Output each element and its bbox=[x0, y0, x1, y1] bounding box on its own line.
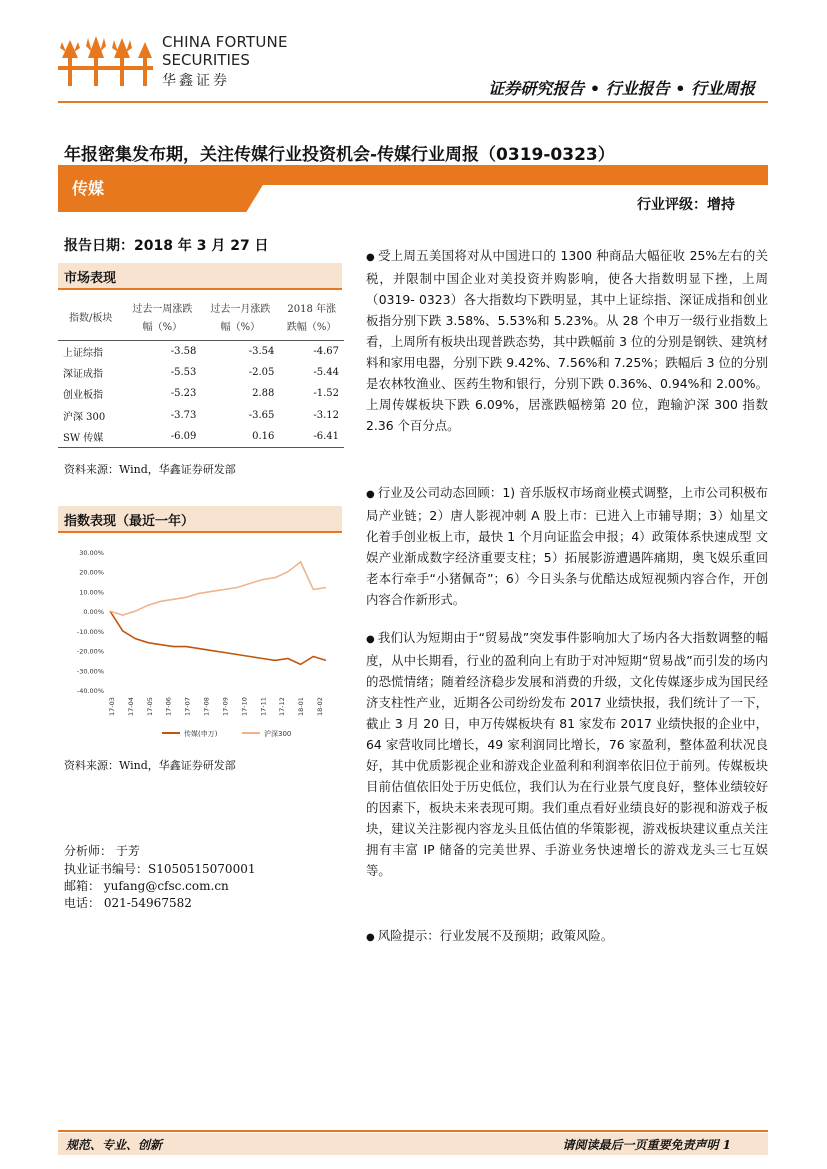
ytd-change: -6.41 bbox=[279, 426, 344, 448]
x-tick-label: 18-01 bbox=[297, 697, 306, 716]
paragraph-text: 受上周五美国将对从中国进口的 1300 种商品大幅征收 25%左右的关税，并限制中国企业对美投资并购影响，使各大指数明显下挫，上周（0319- 0323）各大指数均下跌明显，其中上证综指、深证成指和创业板指分别下跌 3.58%、5.53%和 5.23%。从 28 个申万一级行业指数上看，上周所有板块出现普跌态势，其中跌幅前 3 位的分别是钢铁、建筑材料和家用电器，分别下跌 9.42%、7.56%和 7.25%；跌幅后 3 位的分别是农林牧渔业、医药生物和银行，分别下跌 0.36%、0.94%和 2.00%。上周传媒板块下跌 6.09%，居涨跌幅榜第 20 位，跑输沪深 300 指数 2.36 个百分点。 bbox=[366, 248, 768, 433]
series-line-media bbox=[110, 611, 326, 664]
x-tick-label: 17-08 bbox=[202, 697, 211, 716]
header-divider bbox=[58, 101, 768, 103]
index-name: 上证综指 bbox=[63, 348, 103, 360]
legend-label: 传媒(申万) bbox=[184, 730, 218, 738]
footer-disclaimer: 请阅读最后一页重要免责声明 1 bbox=[562, 1138, 731, 1152]
report-type: 证券研究报告 • 行业报告 • 行业周报 bbox=[488, 79, 755, 98]
index-name: 深证成指 bbox=[63, 369, 103, 381]
analyst-email: 邮箱： yufang@cfsc.com.cn bbox=[64, 879, 229, 893]
table-header-row bbox=[58, 297, 344, 341]
y-tick-label: 0.00% bbox=[83, 608, 104, 617]
month-change: -3.54 bbox=[248, 346, 275, 358]
market-section-header bbox=[58, 263, 342, 290]
company-logo bbox=[58, 30, 153, 90]
bullet-icon: ● bbox=[366, 252, 376, 263]
ytd-change: -1.52 bbox=[313, 388, 339, 400]
market-table bbox=[58, 297, 344, 448]
analyst-name: 分析师： 于芳 bbox=[64, 844, 140, 858]
col-header: 过去一月涨跌幅（%） bbox=[201, 297, 279, 341]
index-name: 沪深 300 bbox=[63, 411, 106, 423]
analyst-phone: 电话： 021-54967582 bbox=[64, 896, 192, 910]
index-section-title: 指数表现（最近一年） bbox=[64, 514, 195, 529]
brand-name-en: CHINA FORTUNE bbox=[162, 33, 288, 51]
analyst-cert: 执业证书编号：S1050515070001 bbox=[64, 862, 256, 876]
month-change: 2.88 bbox=[252, 388, 275, 400]
x-tick-label: 17-09 bbox=[221, 697, 230, 716]
ytd-change: -5.44 bbox=[313, 367, 339, 379]
x-tick-label: 17-04 bbox=[126, 697, 135, 716]
col-header: 2018 年涨跌幅（%） bbox=[279, 297, 344, 341]
paragraph-risk bbox=[366, 925, 768, 948]
x-tick-label: 17-11 bbox=[259, 697, 268, 716]
brand-name-cn: 华鑫证券 bbox=[162, 73, 230, 89]
paragraph-text: 我们认为短期由于“贸易战”突发事件影响加大了场内各大指数调整的幅度，从中长期看，行业的盈利向上有助于对冲短期“贸易战”而引发的场内的恐慌情绪；随着经济稳步发展和消费的升级，文化传媒逐步成为国民经济支柱性产业，近期各公司纷纷发布 2017 业绩快报，我们统计了一下，截止 3 月 20 日，申万传媒板块有 81 家发布 2017 业绩快报的企业中，64 家营收同比增长，49 家利润同比增长，76 家盈利，整体盈利状况良好，其中优质影视企业和游戏企业盈利和利润率依旧位于前列。传媒板块目前估值依旧处于历史低位，我们认为在行业景气度良好，整体业绩较好的因素下，板块未来表现可期。我们重点看好业绩良好的影视和游戏子板块，建议关注影视内容龙头且低估值的华策影视，游戏板块建议重点关注拥有丰富 IP 储备的完美世界、手游业务快速增长的游戏龙头三七互娱等。 bbox=[366, 630, 768, 878]
month-change: -3.65 bbox=[248, 409, 275, 421]
x-tick-label: 17-03 bbox=[108, 697, 116, 716]
paragraph-view bbox=[366, 627, 768, 881]
bullet-icon: ● bbox=[366, 634, 375, 645]
x-tick-label: 17-05 bbox=[145, 697, 154, 716]
index-section-header bbox=[58, 506, 342, 533]
market-section-title: 市场表现 bbox=[64, 271, 117, 286]
month-change: 0.16 bbox=[201, 426, 279, 448]
paragraph-text: 行业及公司动态回顾：1) 音乐版权市场商业模式调整，上市公司积极布局产业链；2）唐人影视冲刺 A 股上市：已进入上市辅导期；3）灿星文化着手创业板上市，最快 1 个月向证监会申报；4）政策体系快速成型 文娱产业渐成数字经济重要支柱；5）拓展影游遭遇阵痛期，奥飞娱乐重回老本行牵手“小猪佩奇”；6）今日头条与优酷达成短视频内容合作，开创内容合作新形式。 bbox=[366, 485, 769, 607]
x-tick-label: 18-02 bbox=[316, 697, 324, 716]
week-change: -5.23 bbox=[170, 388, 197, 400]
bullet-icon: ● bbox=[366, 489, 375, 500]
bullet-icon: ● bbox=[366, 932, 375, 943]
table-row bbox=[58, 383, 344, 404]
table-row bbox=[58, 341, 344, 363]
table-row bbox=[58, 405, 344, 426]
col-header: 过去一周涨跌幅（%） bbox=[123, 297, 201, 341]
index-source: 资料来源：Wind，华鑫证券研发部 bbox=[64, 759, 236, 772]
paragraph-news bbox=[366, 482, 768, 610]
index-chart bbox=[62, 540, 342, 750]
week-change: -3.58 bbox=[170, 346, 197, 358]
x-tick-label: 17-06 bbox=[164, 697, 173, 716]
y-tick-label: 30.00% bbox=[79, 549, 104, 557]
brand-name-en-2: SECURITIES bbox=[162, 51, 250, 69]
y-tick-label: 10.00% bbox=[79, 588, 104, 597]
week-change: -6.09 bbox=[123, 426, 201, 448]
table-row bbox=[58, 362, 344, 383]
paragraph-market bbox=[366, 245, 768, 436]
y-tick-label: -40.00% bbox=[76, 687, 104, 695]
report-title: 年报密集发布期，关注传媒行业投资机会-传媒行业周报（0319-0323） bbox=[64, 145, 615, 165]
index-name: 创业板指 bbox=[63, 390, 103, 402]
legend-label: 沪深300 bbox=[264, 730, 292, 738]
y-tick-label: 20.00% bbox=[79, 568, 104, 577]
week-change: -3.73 bbox=[170, 409, 197, 421]
index-name: SW 传媒 bbox=[58, 426, 123, 448]
col-header: 指数/板块 bbox=[58, 297, 123, 341]
y-tick-label: -10.00% bbox=[76, 627, 104, 636]
paragraph-text: 风险提示：行业发展不及预期；政策风险。 bbox=[377, 928, 614, 943]
y-tick-label: -20.00% bbox=[76, 647, 104, 656]
x-tick-label: 17-12 bbox=[278, 697, 287, 716]
table-row bbox=[58, 426, 344, 448]
report-date: 报告日期：2018 年 3 月 27 日 bbox=[64, 238, 269, 254]
sector-name: 传媒 bbox=[72, 179, 105, 198]
x-tick-label: 17-10 bbox=[240, 697, 249, 716]
ytd-change: -4.67 bbox=[313, 346, 339, 358]
industry-rating: 行业评级：增持 bbox=[637, 197, 735, 213]
market-source: 资料来源：Wind，华鑫证券研发部 bbox=[64, 463, 236, 476]
footer-divider bbox=[58, 1130, 768, 1132]
month-change: -2.05 bbox=[248, 367, 275, 379]
week-change: -5.53 bbox=[170, 367, 197, 379]
footer-slogan: 规范、专业、创新 bbox=[66, 1138, 163, 1152]
y-tick-label: -30.00% bbox=[76, 667, 104, 676]
ytd-change: -3.12 bbox=[313, 409, 339, 421]
x-tick-label: 17-07 bbox=[183, 697, 192, 716]
series-line-hs300 bbox=[110, 562, 326, 615]
